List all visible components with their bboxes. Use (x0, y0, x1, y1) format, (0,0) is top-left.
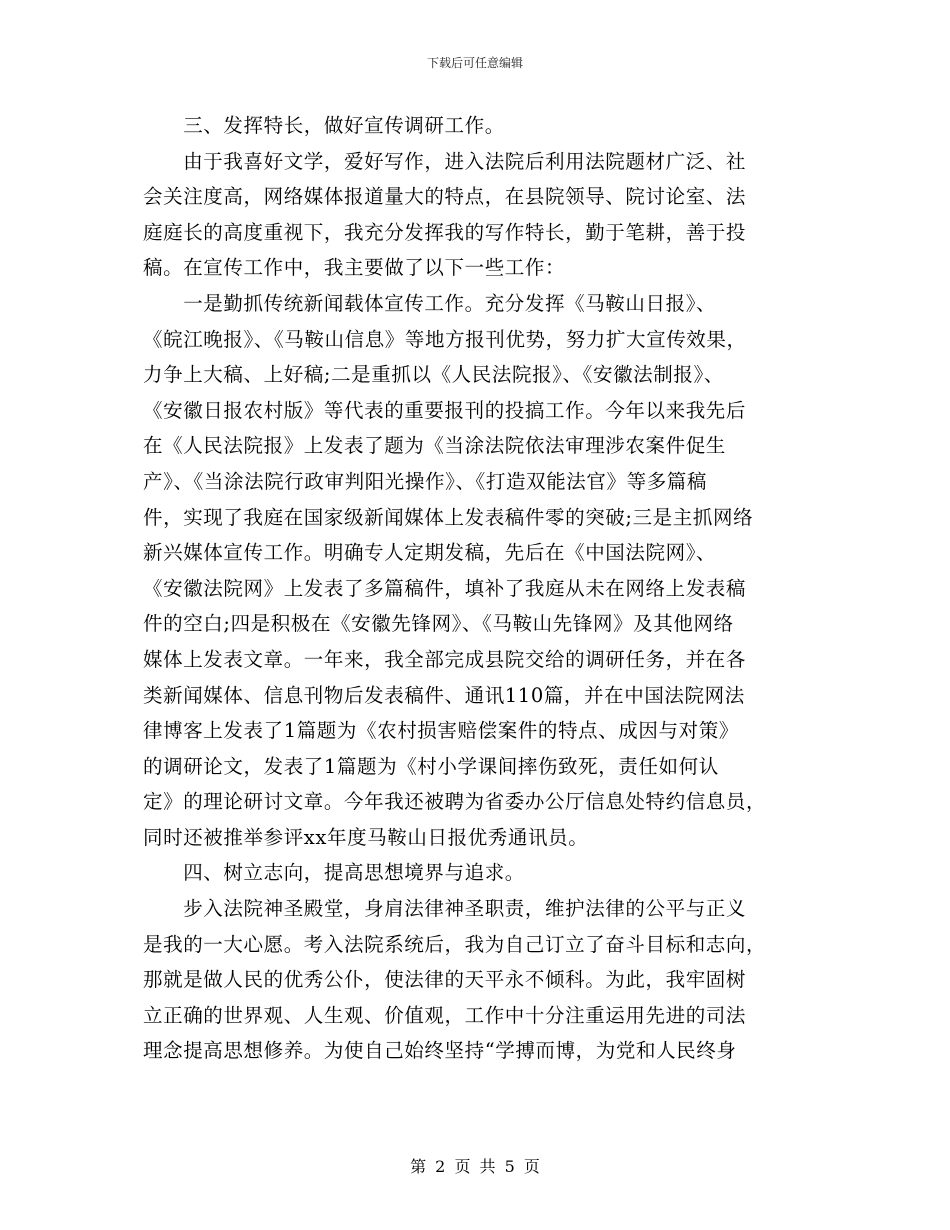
text-line: 《安徽法院网》上发表了多篇稿件，填补了我庭从未在网络上发表稿 (143, 576, 747, 600)
text-line: 《皖江晚报》、《马鞍山信息》等地方报刊优势，努力扩大宣传效果， (143, 327, 747, 351)
text-line: 四、树立志向，提高思想境界与追求。 (143, 861, 525, 885)
text-line: 的调研论文，发表了1篇题为《村小学课间摔伤致死，责任如何认 (143, 754, 719, 778)
text-line: 步入法院神圣殿堂，身肩法律神圣职责，维护法律的公平与正义 (143, 897, 747, 921)
text-line: 立正确的世界观、人生观、价值观，工作中十分注重运用先进的司法 (143, 1003, 747, 1027)
text-line: 件，实现了我庭在国家级新闻媒体上发表稿件零的突破;三是主抓网络 (143, 505, 754, 529)
text-line: 媒体上发表文章。一年来，我全部完成县院交给的调研任务，并在各 (143, 647, 747, 671)
text-line: 由于我喜好文学，爱好写作，进入法院后利用法院题材广泛、社 (143, 149, 747, 173)
text-line: 件的空白;四是积极在《安徽先锋网》、《马鞍山先锋网》及其他网络 (143, 612, 734, 636)
text-line: 律博客上发表了1篇题为《农村损害赔偿案件的特点、成因与对策》 (143, 719, 739, 743)
text-line: 定》的理论研讨文章。今年我还被聘为省委办公厅信息处特约信息员， (143, 790, 767, 814)
text-line: 新兴媒体宣传工作。明确专人定期发稿，先后在《中国法院网》、 (143, 541, 717, 565)
page-header-note: 下载后可任意编辑 (426, 56, 523, 70)
text-line: 产》、《当涂法院行政审判阳光操作》、《打造双能法官》等多篇稿 (143, 469, 708, 493)
text-line: 三、发挥特长，做好宣传调研工作。 (143, 114, 505, 137)
text-line: 在《人民法院报》上发表了题为《当涂法院依法审理涉农案件促生 (143, 434, 726, 458)
text-line: 是我的一大心愿。考入法院系统后，我为自己订立了奋斗目标和志向， (143, 932, 767, 956)
text-line: 那就是做人民的优秀公仆，使法律的天平永不倾科。为此，我牢固树 (143, 968, 747, 992)
page-number: 第 2 页 共 5 页 (410, 1157, 540, 1176)
text-line: 一是勤抓传统新闻载体宣传工作。充分发挥《马鞍山日报》、 (143, 291, 717, 315)
text-line: 《安徽日报农村版》等代表的重要报刊的投搞工作。今年以来我先后 (143, 398, 747, 422)
document-body (143, 108, 803, 1069)
text-line: 稿。在宣传工作中，我主要做了以下一些工作： (143, 256, 566, 280)
text-line: 类新闻媒体、信息刊物后发表稿件、通讯110篇，并在中国法院网法 (143, 683, 745, 707)
text-line: 同时还被推举参评xx年度马鞍山日报优秀通讯员。 (143, 825, 589, 849)
text-line: 力争上大稿、上好稿;二是重抓以《人民法院报》、《安徽法制报》、 (143, 363, 724, 387)
text-line: 庭庭长的高度重视下，我充分发挥我的写作特长，勤于笔耕，善于投 (143, 220, 747, 244)
text-line: 理念提高思想修养。为使自己始终坚持“学搏而博，为党和人民终身 (143, 1039, 737, 1063)
text-line: 会关注度高，网络媒体报道量大的特点，在县院领导、院讨论室、法 (143, 185, 747, 209)
